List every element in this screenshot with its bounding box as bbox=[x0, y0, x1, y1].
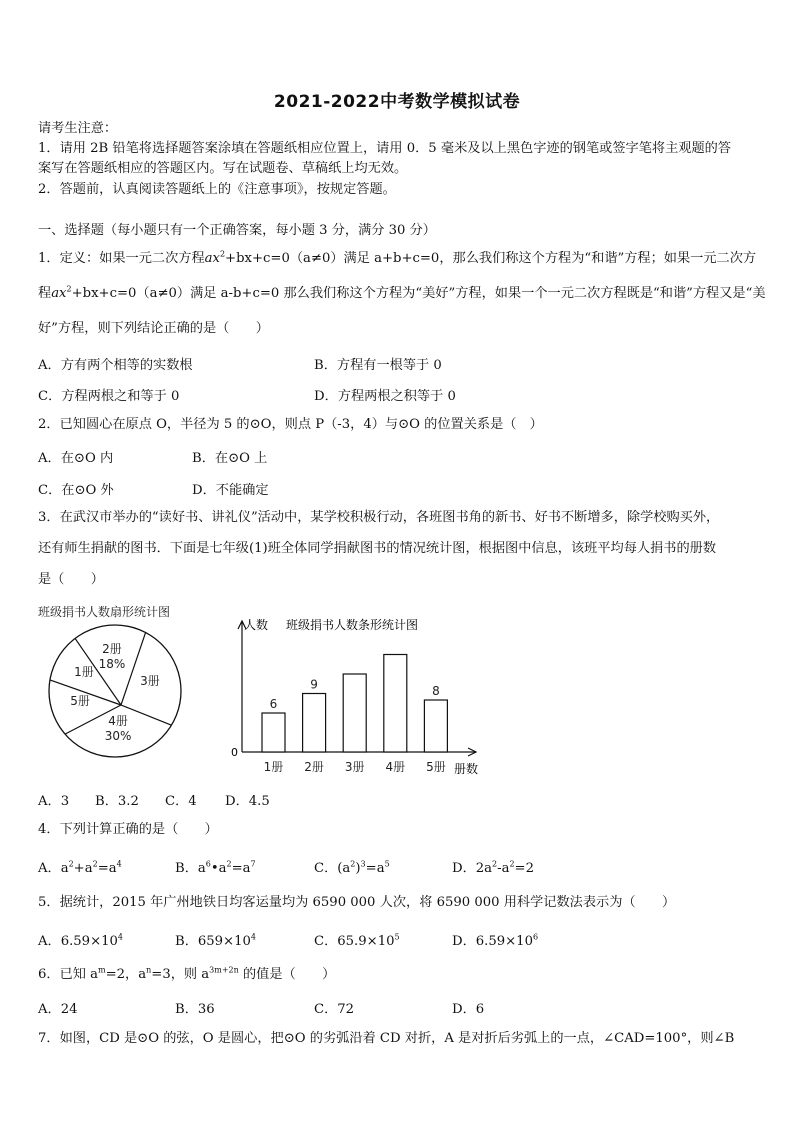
q7-stem: 7．如图，CD 是⊙O 的弦，O 是圆心，把⊙O 的劣弧沿着 CD 对折，A 是对折后劣弧上的一点，∠CAD=100°，则∠B bbox=[38, 1031, 735, 1046]
q4-option-b: B．$a^6•a^2=a^7$ bbox=[175, 859, 256, 876]
q1-option-c: C．方程两根之和等于 0 bbox=[38, 389, 180, 404]
section-heading: 一、选择题（每小题只有一个正确答案，每小题 3 分，满分 30 分） bbox=[38, 223, 436, 238]
q5-option-d: D．$6.59\times 10^6$ bbox=[452, 932, 539, 949]
q6-option-c: C．72 bbox=[314, 1002, 355, 1017]
bar-category-label: 1册 bbox=[263, 760, 284, 774]
q4-option-c: C．$(a^2)^3=a^5$ bbox=[314, 859, 390, 876]
pie-slice-percent: 30% bbox=[104, 729, 132, 744]
q1-line-1: 1．定义：如果一元二次方程$ax^2+bx+c=0(a\ne 0)$满足 a+b+c=0，那么我们称这个方程为“和谐”方程；如果一元二次方 bbox=[38, 249, 757, 266]
q1-option-a: A．方有两个相等的实数根 bbox=[38, 358, 193, 373]
notice-line-3: 2．答题前，认真阅读答题纸上的《注意事项》，按规定答题。 bbox=[38, 182, 396, 197]
pie-slice-label: 2册 bbox=[102, 641, 122, 656]
pie-slice-label: 5册 bbox=[70, 693, 90, 708]
bar-data-label: 6 bbox=[269, 697, 278, 711]
pie-slice-label: 1册 bbox=[74, 665, 94, 680]
q5-option-c: C．$65.9\times 10^5$ bbox=[314, 932, 400, 949]
bar-xlabel: 册数 bbox=[454, 762, 479, 776]
q5-option-a: A．$6.59\times 10^4$ bbox=[38, 932, 123, 949]
bar-ylabel: 人数 bbox=[244, 618, 269, 632]
q3-option-b: B．3.2 bbox=[95, 794, 139, 809]
bar-1 bbox=[262, 713, 285, 752]
bar-origin-label: 0 bbox=[231, 746, 238, 759]
q6-stem: 6．已知 $a^m=2$，$a^n=3$，则 $a^{3m+2n}$ 的值是（ ） bbox=[38, 965, 336, 982]
q5-stem: 5．据统计，2015 年广州地铁日均客运量均为 6590 000 人次，将 6590 000 用科学记数法表示为（ ） bbox=[38, 895, 676, 910]
q2-option-d: D．不能确定 bbox=[192, 483, 269, 498]
bar-chart-title: 班级捐书人数条形统计图 bbox=[286, 618, 419, 632]
q2-option-b: B．在⊙O 上 bbox=[192, 451, 268, 466]
bar-data-label: 8 bbox=[432, 684, 440, 698]
bar-category-label: 2册 bbox=[304, 760, 324, 774]
q4-option-a: A．$a^2+a^2=a^4$ bbox=[38, 859, 122, 876]
q2-option-a: A．在⊙O 内 bbox=[38, 451, 114, 466]
q3-option-c: C．4 bbox=[165, 794, 197, 809]
pie-chart bbox=[40, 618, 190, 768]
bar-3 bbox=[343, 674, 366, 752]
q5-option-b: B．$659\times 10^4$ bbox=[175, 932, 256, 949]
pie-slice-percent: 18% bbox=[98, 656, 126, 671]
q1-line-2: 程$ax^2+bx+c=0(a\ne 0)$满足 a-b+c=0 那么我们称这个方程为“美好”方程，如果一个一元二次方程既是“和谐”方程又是“美 bbox=[38, 284, 766, 301]
q4-option-d: D．$2a^2-a^2=2$ bbox=[452, 859, 534, 876]
q1-option-b: B．方程有一根等于 0 bbox=[314, 358, 442, 373]
q3-line-2: 还有师生捐献的图书．下面是七年级(1)班全体同学捐献图书的情况统计图，根据图中信息，该班平均每人捐书的册数 bbox=[38, 541, 717, 556]
notice-heading: 请考生注意： bbox=[38, 121, 118, 136]
q3-line-3: 是（ ） bbox=[38, 572, 104, 587]
bar-5 bbox=[424, 700, 447, 752]
q3-option-d: D．4.5 bbox=[225, 794, 270, 809]
q6-option-a: A．24 bbox=[38, 1002, 78, 1017]
page-title: 2021-2022中考数学模拟试卷 bbox=[273, 92, 521, 112]
bar-2 bbox=[303, 694, 326, 753]
q3-option-a: A．3 bbox=[38, 794, 70, 809]
pie-slice-label: 4册 bbox=[108, 714, 128, 729]
notice-line-1: 1．请用 2B 铅笔将选择题答案涂填在答题纸相应位置上，请用 0．5 毫米及以上黑色字迹的钢笔或签字笔将主观题的答 bbox=[38, 141, 732, 156]
q1-option-d: D．方程两根之积等于 0 bbox=[314, 389, 456, 404]
q6-option-b: B．36 bbox=[175, 1002, 215, 1017]
pie-slice-boundary-2 bbox=[121, 705, 171, 725]
bar-category-label: 3册 bbox=[344, 760, 365, 774]
q6-option-d: D．6 bbox=[452, 1002, 485, 1017]
bar-4 bbox=[384, 655, 407, 753]
bar-chart bbox=[228, 613, 488, 778]
pie-chart-title: 班级捐书人数扇形统计图 bbox=[38, 605, 171, 619]
q2-option-c: C．在⊙O 外 bbox=[38, 483, 114, 498]
q4-stem: 4．下列计算正确的是（ ） bbox=[38, 822, 218, 837]
bar-category-label: 5册 bbox=[426, 760, 446, 774]
q1-line-3: 好”方程，则下列结论正确的是（ ） bbox=[38, 321, 269, 336]
q2-stem: 2．已知圆心在原点 O，半径为 5 的⊙O，则点 P（-3，4）与⊙O 的位置关系是（ ） bbox=[38, 417, 543, 432]
pie-slice-label: 3册 bbox=[140, 674, 160, 689]
q3-line-1: 3．在武汉市举办的“读好书、讲礼仪”活动中，某学校积极行动，各班图书角的新书、好书不断增多，除学校购买外， bbox=[38, 510, 720, 525]
notice-line-2: 案写在答题纸相应的答题区内。写在试题卷、草稿纸上均无效。 bbox=[38, 161, 408, 176]
bar-data-label: 9 bbox=[310, 677, 318, 692]
bar-category-label: 4册 bbox=[385, 760, 406, 774]
